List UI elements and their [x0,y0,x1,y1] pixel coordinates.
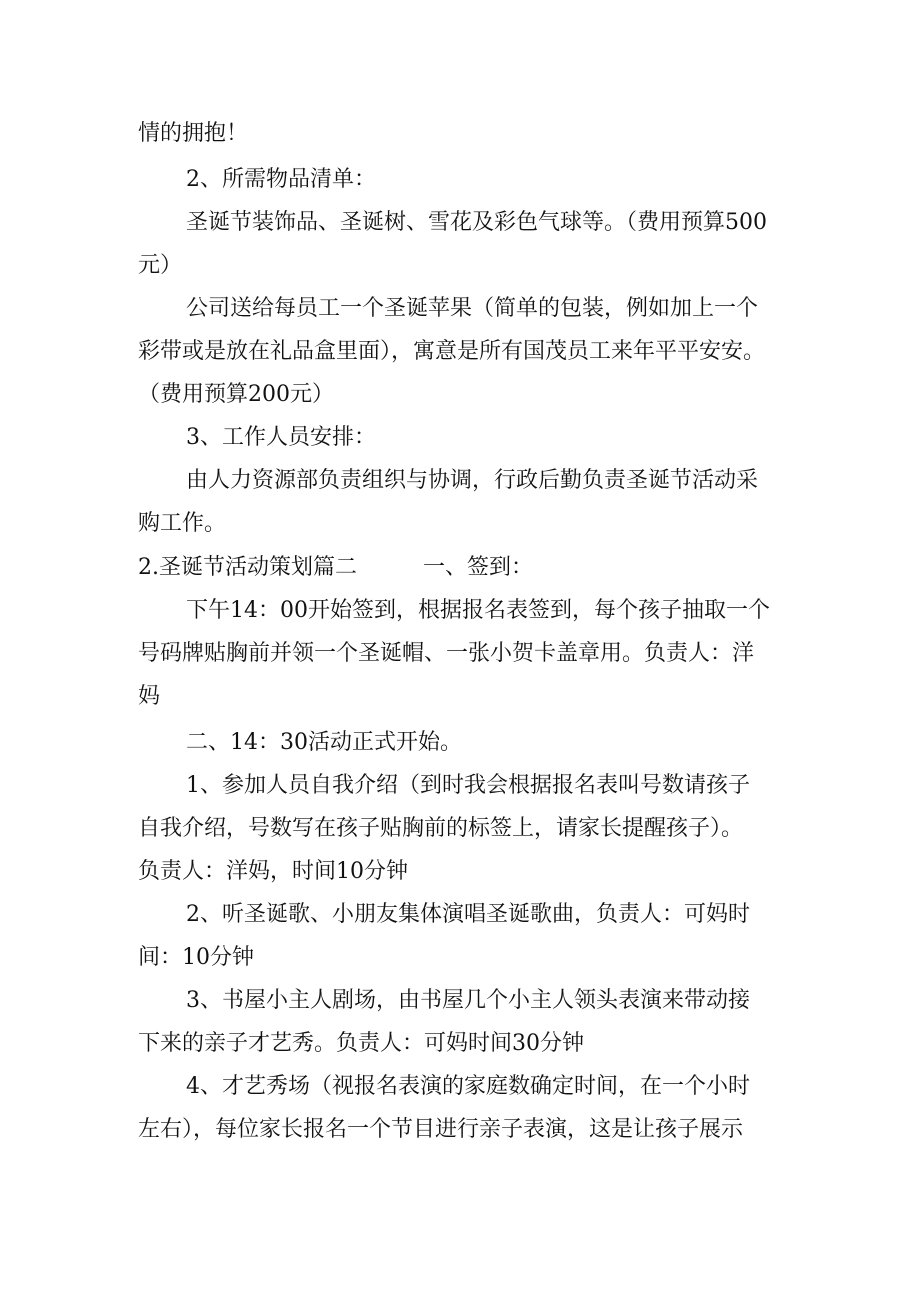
text-line: 号码牌贴胸前并领一个圣诞帽、一张小贺卡盖章用。负责人：洋 [138,641,755,666]
text-line: 自我介绍，号数写在孩子贴胸前的标签上，请家长提醒孩子）。 [138,816,744,841]
text-line: 彩带或是放在礼品盒里面），寓意是所有国茂员工来年平平安安。 [138,339,766,364]
text-line: 圣诞节装饰品、圣诞树、雪花及彩色气球等。（费用预算500 [186,210,767,235]
text-line: 公司送给每员工一个圣诞苹果（简单的包装，例如加上一个 [186,296,759,321]
text-line: 间：10分钟 [138,945,254,970]
text-line: （费用预算200元） [138,382,334,407]
text-line: 由人力资源部负责组织与协调，行政后勤负责圣诞节活动采 [186,468,759,493]
text-line: 负责人：洋妈，时间10分钟 [138,859,408,884]
text-line: 2、听圣诞歌、小朋友集体演唱圣诞歌曲，负责人：可妈时 [186,902,750,927]
text-line: 3、工作人员安排： [186,425,376,450]
text-line: 1、参加人员自我介绍（到时我会根据报名表叫号数请孩子 [186,773,750,798]
text-line: 购工作。 [138,511,227,536]
text-line: 2、所需物品清单： [186,167,376,192]
text-line: 3、书屋小主人剧场，由书屋几个小主人领头表演来带动接 [186,988,750,1013]
text-line: 二、14：30活动正式开始。 [186,730,462,755]
text-line: 妈 [138,684,161,709]
text-line: 元） [138,253,183,278]
text-line: 情的拥抱！ [138,121,249,146]
text-line: 下午14：00开始签到，根据报名表签到，每个孩子抽取一个 [186,598,770,623]
text-line: 4、才艺秀场（视报名表演的家庭数确定时间，在一个小时 [186,1074,750,1099]
section-heading: 2.圣诞节活动策划篇二 一、签到： [138,555,533,580]
text-line: 下来的亲子才艺秀。负责人：可妈时间30分钟 [138,1031,584,1056]
text-line: 左右），每位家长报名一个节目进行亲子表演，这是让孩子展示 [138,1117,744,1142]
